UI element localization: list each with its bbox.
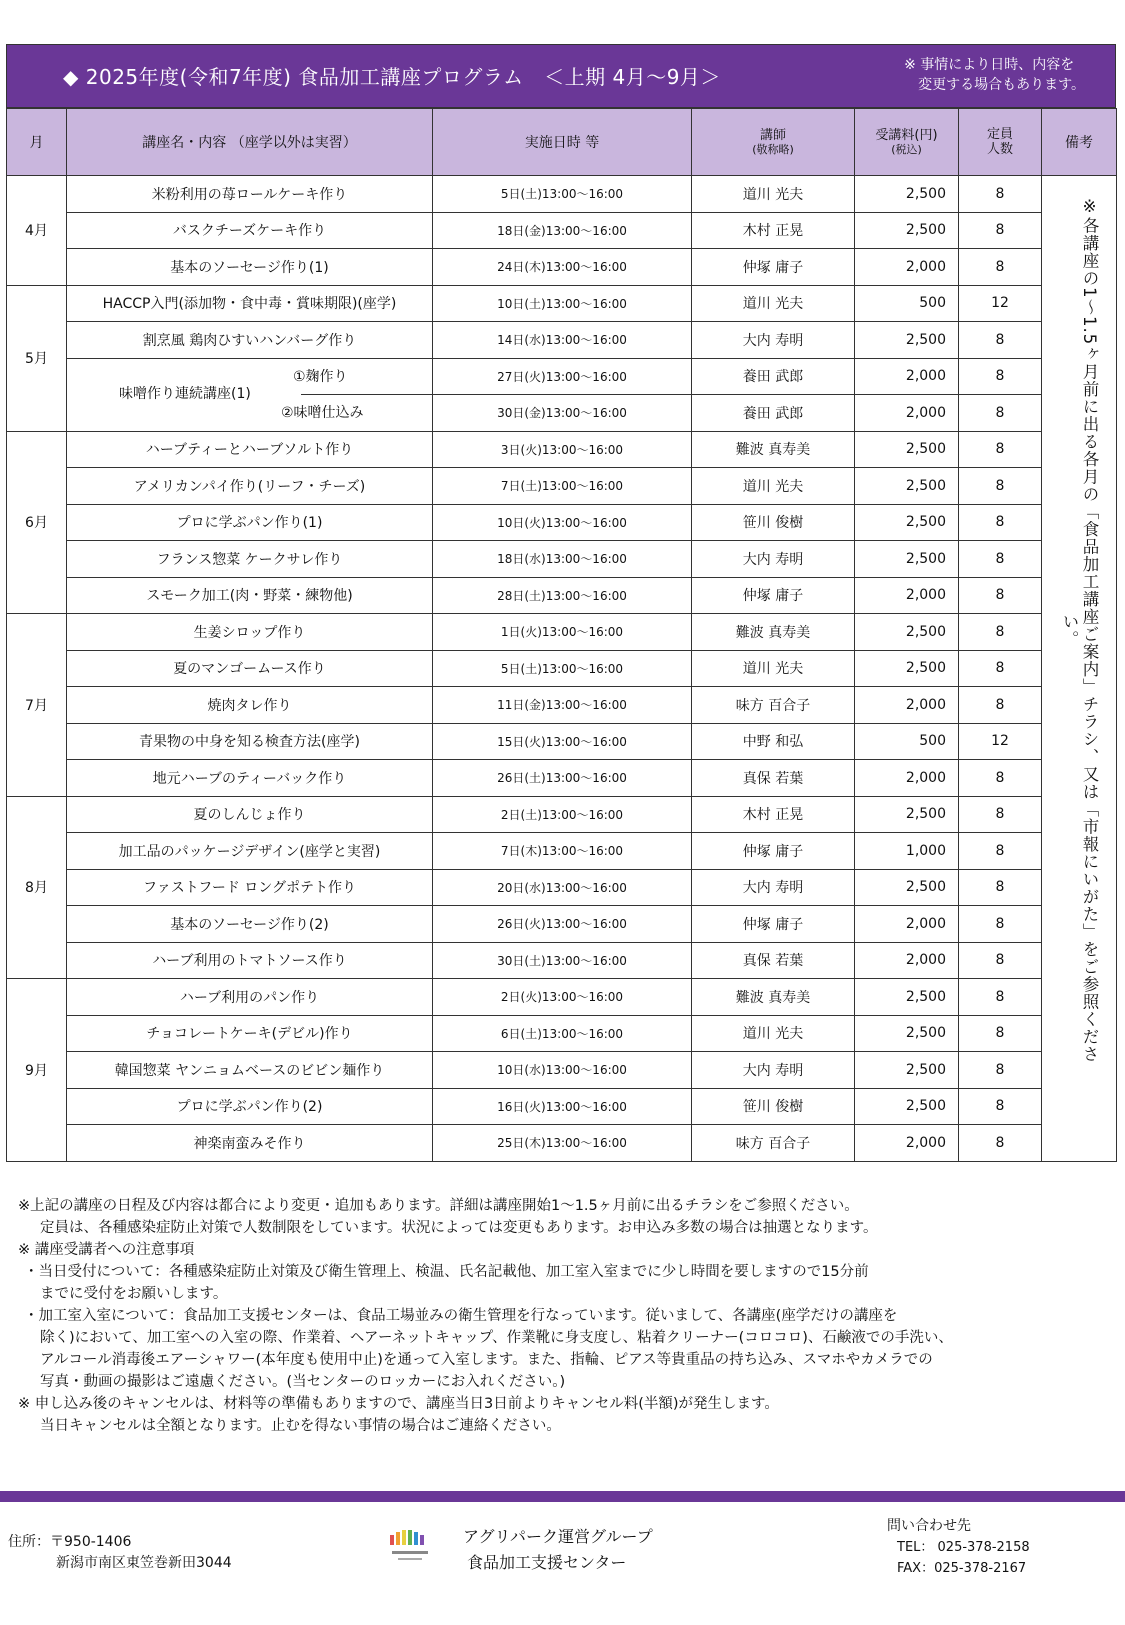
miso-series-title: 味噌作り連続講座(1)	[119, 386, 251, 402]
col-capacity: 定員 人数	[959, 109, 1042, 176]
month-cell: 5月	[7, 285, 67, 431]
col-month: 月	[7, 109, 67, 176]
course-fee: 2,500	[855, 796, 959, 833]
table-row	[7, 1052, 1117, 1089]
course-date: 3日(火)13:00～16:00	[433, 431, 692, 468]
course-name: プロに学ぶパン作り(2)	[67, 1088, 433, 1125]
course-instructor: 味方 百合子	[692, 687, 855, 724]
course-instructor: 難波 真寿美	[692, 614, 855, 651]
table-row	[7, 176, 1117, 213]
course-name: 地元ハーブのティーバック作り	[67, 760, 433, 797]
contact-block	[887, 1516, 1030, 1579]
note-line: までに受付をお願いします。	[40, 1286, 228, 1302]
course-fee: 2,500	[855, 468, 959, 505]
table-row	[7, 358, 1117, 395]
contact-fax: FAX：025-378-2167	[897, 1561, 1027, 1576]
course-date: 10日(水)13:00～16:00	[433, 1052, 692, 1089]
course-fee: 2,500	[855, 1088, 959, 1125]
table-row	[7, 504, 1117, 541]
course-fee: 2,000	[855, 1125, 959, 1162]
course-capacity: 8	[959, 504, 1042, 541]
course-date: 16日(火)13:00～16:00	[433, 1088, 692, 1125]
col-remarks: 備考	[1042, 109, 1117, 176]
course-name: 神楽南蛮みそ作り	[67, 1125, 433, 1162]
course-date: 7日(土)13:00～16:00	[433, 468, 692, 505]
course-fee: 2,500	[855, 869, 959, 906]
course-date: 6日(土)13:00～16:00	[433, 1015, 692, 1052]
course-capacity: 8	[959, 541, 1042, 578]
course-name: ハーブ利用のトマトソース作り	[67, 942, 433, 979]
table-row	[7, 760, 1117, 797]
course-fee: 2,500	[855, 504, 959, 541]
course-capacity: 8	[959, 1052, 1042, 1089]
col-course: 講座名・内容 （座学以外は実習）	[67, 109, 433, 176]
course-date: 30日(土)13:00～16:00	[433, 942, 692, 979]
course-instructor: 大内 寿明	[692, 1052, 855, 1089]
table-row	[7, 577, 1117, 614]
course-name: バスクチーズケーキ作り	[67, 212, 433, 249]
table-row	[7, 1125, 1117, 1162]
note-line: ・当日受付について：各種感染症防止対策及び衛生管理上、検温、氏名記載他、加工室入室までに少し時間を要しますので15分前	[24, 1264, 869, 1280]
course-name: 韓国惣菜 ヤンニョムベースのビビン麺作り	[67, 1052, 433, 1089]
course-fee: 2,000	[855, 906, 959, 943]
course-fee: 2,500	[855, 322, 959, 359]
note-line: 当日キャンセルは全額となります。止むを得ない事情の場合はご連絡ください。	[40, 1418, 561, 1434]
course-name: ファストフード ロングポテト作り	[67, 869, 433, 906]
course-date: 26日(土)13:00～16:00	[433, 760, 692, 797]
course-name: 米粉利用の苺ロールケーキ作り	[67, 176, 433, 213]
course-instructor: 木村 正晃	[692, 796, 855, 833]
course-date: 25日(木)13:00～16:00	[433, 1125, 692, 1162]
course-date: 10日(土)13:00～16:00	[433, 285, 692, 322]
course-name: 夏のしんじょ作り	[67, 796, 433, 833]
course-instructor: 仲塚 庸子	[692, 249, 855, 286]
organization-name	[463, 1524, 653, 1576]
month-cell: 6月	[7, 431, 67, 614]
course-instructor: 道川 光夫	[692, 285, 855, 322]
month-cell: 4月	[7, 176, 67, 286]
course-capacity: 8	[959, 212, 1042, 249]
table-header-row	[7, 109, 1117, 176]
course-name: 基本のソーセージ作り(2)	[67, 906, 433, 943]
course-name: 割烹風 鶏肉ひすいハンバーグ作り	[67, 322, 433, 359]
course-fee: 2,500	[855, 212, 959, 249]
course-instructor: 仲塚 庸子	[692, 577, 855, 614]
note-line: ※ 申し込み後のキャンセルは、材料等の準備もありますので、講座当日3日前よりキャンセル料(半額)が発生します。	[18, 1396, 779, 1412]
table-row	[7, 723, 1117, 760]
course-name: チョコレートケーキ(デビル)作り	[67, 1015, 433, 1052]
course-instructor: 中野 和弘	[692, 723, 855, 760]
course-name: 焼肉タレ作り	[67, 687, 433, 724]
course-fee: 2,500	[855, 431, 959, 468]
course-capacity: 8	[959, 322, 1042, 359]
schedule-document	[6, 44, 1116, 1162]
course-date: 15日(火)13:00～16:00	[433, 723, 692, 760]
address-text: 新潟市南区東笠巻新田3044	[56, 1555, 232, 1571]
table-row	[7, 1088, 1117, 1125]
course-name: 夏のマンゴームース作り	[67, 650, 433, 687]
course-capacity: 8	[959, 1125, 1042, 1162]
course-date: 20日(水)13:00～16:00	[433, 869, 692, 906]
course-name: 青果物の中身を知る検査方法(座学)	[67, 723, 433, 760]
course-fee: 2,000	[855, 687, 959, 724]
course-name: 基本のソーセージ作り(1)	[67, 249, 433, 286]
notes-section	[18, 1195, 1113, 1437]
course-name: フランス惣菜 ケークサレ作り	[67, 541, 433, 578]
course-date: 5日(土)13:00～16:00	[433, 650, 692, 687]
course-date: 11日(金)13:00～16:00	[433, 687, 692, 724]
address-label: 住所：〒950-1406	[8, 1534, 132, 1550]
footer-divider	[0, 1491, 1125, 1502]
course-instructor: 真保 若葉	[692, 942, 855, 979]
page-title: ◆ 2025年度(令和7年度) 食品加工講座プログラム ＜上期 4月～9月＞	[63, 65, 721, 89]
agripark-logo-icon	[382, 1527, 442, 1567]
table-row	[7, 285, 1117, 322]
note-line: 写真・動画の撮影はご遠慮ください。(当センターのロッカーにお入れください。)	[40, 1374, 566, 1390]
course-fee: 2,500	[855, 614, 959, 651]
course-instructor: 笹川 俊樹	[692, 504, 855, 541]
course-capacity: 12	[959, 723, 1042, 760]
table-row	[7, 833, 1117, 870]
course-capacity: 8	[959, 979, 1042, 1016]
course-instructor: 養田 武郎	[692, 395, 855, 432]
contact-tel: TEL： 025-378-2158	[897, 1540, 1030, 1555]
org-line-2: 食品加工支援センター	[467, 1553, 627, 1572]
table-row	[7, 869, 1117, 906]
course-capacity: 8	[959, 431, 1042, 468]
course-instructor: 木村 正晃	[692, 212, 855, 249]
month-cell: 8月	[7, 796, 67, 979]
course-name: ①麹作り	[293, 369, 348, 385]
course-capacity: 8	[959, 906, 1042, 943]
course-date: 14日(水)13:00～16:00	[433, 322, 692, 359]
course-fee: 2,500	[855, 541, 959, 578]
course-instructor: 大内 寿明	[692, 322, 855, 359]
course-fee: 2,000	[855, 249, 959, 286]
note-line: ・加工室入室について：食品加工支援センターは、食品工場並みの衛生管理を行なっています。従いまして、各講座(座学だけの講座を	[24, 1308, 898, 1324]
course-capacity: 8	[959, 942, 1042, 979]
note-line: ※上記の講座の日程及び内容は都合により変更・追加もあります。詳細は講座開始1～1.5ヶ月前に出るチラシをご参照ください。	[18, 1198, 859, 1214]
month-cell: 9月	[7, 979, 67, 1162]
course-name: ハーブティーとハーブソルト作り	[67, 431, 433, 468]
course-capacity: 8	[959, 869, 1042, 906]
course-name: アメリカンパイ作り(リーフ・チーズ)	[67, 468, 433, 505]
table-row	[7, 212, 1117, 249]
course-date: 27日(火)13:00～16:00	[433, 358, 692, 395]
miso-divider	[301, 394, 433, 395]
course-capacity: 8	[959, 687, 1042, 724]
col-instructor: 講師 (敬称略)	[692, 109, 855, 176]
course-capacity: 8	[959, 833, 1042, 870]
course-name: ②味噌仕込み	[281, 405, 364, 421]
course-date: 1日(火)13:00～16:00	[433, 614, 692, 651]
table-row	[7, 979, 1117, 1016]
note-line: アルコール消毒後エアーシャワー(本年度も使用中止)を通って入室します。また、指輪、ピアス等貴重品の持ち込み、スマホやカメラでの	[40, 1352, 933, 1368]
course-instructor: 大内 寿明	[692, 869, 855, 906]
miso-series-cell	[67, 358, 433, 431]
course-capacity: 8	[959, 614, 1042, 651]
course-fee: 2,500	[855, 1015, 959, 1052]
table-row	[7, 1015, 1117, 1052]
month-cell: 7月	[7, 614, 67, 797]
remarks-text: ※各講座の1～1.5ヶ月前に出る各月の「食品加工講座ご案内」チラシ、又は「市報にいがた」をご参照ください。	[1060, 197, 1099, 1063]
table-row	[7, 541, 1117, 578]
note-heading: ※ 講座受講者への注意事項	[18, 1242, 195, 1258]
course-instructor: 道川 光夫	[692, 468, 855, 505]
course-instructor: 道川 光夫	[692, 176, 855, 213]
course-fee: 500	[855, 285, 959, 322]
course-instructor: 養田 武郎	[692, 358, 855, 395]
course-fee: 2,500	[855, 650, 959, 687]
course-fee: 2,500	[855, 979, 959, 1016]
course-name: HACCP入門(添加物・食中毒・賞味期限)(座学)	[67, 285, 433, 322]
course-capacity: 8	[959, 577, 1042, 614]
table-row	[7, 614, 1117, 651]
title-bar	[6, 44, 1116, 108]
course-fee: 1,000	[855, 833, 959, 870]
course-date: 5日(土)13:00～16:00	[433, 176, 692, 213]
course-instructor: 笹川 俊樹	[692, 1088, 855, 1125]
course-name: 加工品のパッケージデザイン(座学と実習)	[67, 833, 433, 870]
change-notice: ※ 事情により日時、内容を 変更する場合もあります。	[904, 57, 1085, 93]
table-row	[7, 906, 1117, 943]
course-capacity: 8	[959, 395, 1042, 432]
course-fee: 2,500	[855, 1052, 959, 1089]
course-date: 24日(木)13:00～16:00	[433, 249, 692, 286]
note-line: 定員は、各種感染症防止対策で人数制限をしています。状況によっては変更もあります。お申込み多数の場合は抽選となります。	[40, 1220, 878, 1236]
course-date: 30日(金)13:00～16:00	[433, 395, 692, 432]
course-date: 7日(木)13:00～16:00	[433, 833, 692, 870]
course-fee: 2,500	[855, 176, 959, 213]
course-instructor: 味方 百合子	[692, 1125, 855, 1162]
course-fee: 2,000	[855, 577, 959, 614]
course-fee: 2,000	[855, 760, 959, 797]
course-instructor: 難波 真寿美	[692, 431, 855, 468]
table-row	[7, 468, 1117, 505]
course-date: 18日(金)13:00～16:00	[433, 212, 692, 249]
course-name: スモーク加工(肉・野菜・練物他)	[67, 577, 433, 614]
course-capacity: 8	[959, 650, 1042, 687]
address-block	[8, 1532, 232, 1574]
course-instructor: 仲塚 庸子	[692, 833, 855, 870]
course-name: プロに学ぶパン作り(1)	[67, 504, 433, 541]
table-row	[7, 249, 1117, 286]
contact-title: 問い合わせ先	[887, 1518, 971, 1534]
org-line-1: アグリパーク運営グループ	[463, 1527, 653, 1546]
course-name: 生姜シロップ作り	[67, 614, 433, 651]
col-date: 実施日時 等	[433, 109, 692, 176]
course-capacity: 8	[959, 249, 1042, 286]
course-instructor: 大内 寿明	[692, 541, 855, 578]
course-instructor: 真保 若葉	[692, 760, 855, 797]
table-row	[7, 687, 1117, 724]
course-capacity: 8	[959, 796, 1042, 833]
course-name: ハーブ利用のパン作り	[67, 979, 433, 1016]
course-instructor: 道川 光夫	[692, 650, 855, 687]
course-table	[6, 108, 1117, 1162]
col-fee: 受講料(円) (税込)	[855, 109, 959, 176]
note-line: 除く)において、加工室への入室の際、作業着、ヘアーネットキャップ、作業靴に身支度し、粘着クリーナー(コロコロ)、石鹸液での手洗い、	[40, 1330, 953, 1346]
course-date: 26日(火)13:00～16:00	[433, 906, 692, 943]
course-fee: 2,000	[855, 942, 959, 979]
course-date: 18日(水)13:00～16:00	[433, 541, 692, 578]
table-row	[7, 796, 1117, 833]
course-capacity: 8	[959, 1088, 1042, 1125]
course-capacity: 8	[959, 1015, 1042, 1052]
course-capacity: 12	[959, 285, 1042, 322]
course-fee: 2,000	[855, 395, 959, 432]
table-row	[7, 650, 1117, 687]
course-date: 2日(火)13:00～16:00	[433, 979, 692, 1016]
course-instructor: 道川 光夫	[692, 1015, 855, 1052]
table-row	[7, 431, 1117, 468]
course-date: 10日(火)13:00～16:00	[433, 504, 692, 541]
course-fee: 2,000	[855, 358, 959, 395]
course-capacity: 8	[959, 760, 1042, 797]
course-capacity: 8	[959, 358, 1042, 395]
course-capacity: 8	[959, 468, 1042, 505]
table-row	[7, 942, 1117, 979]
remarks-cell	[1042, 176, 1117, 1162]
course-date: 2日(土)13:00～16:00	[433, 796, 692, 833]
course-instructor: 難波 真寿美	[692, 979, 855, 1016]
course-date: 28日(土)13:00～16:00	[433, 577, 692, 614]
table-row	[7, 322, 1117, 359]
course-instructor: 仲塚 庸子	[692, 906, 855, 943]
course-fee: 500	[855, 723, 959, 760]
course-capacity: 8	[959, 176, 1042, 213]
